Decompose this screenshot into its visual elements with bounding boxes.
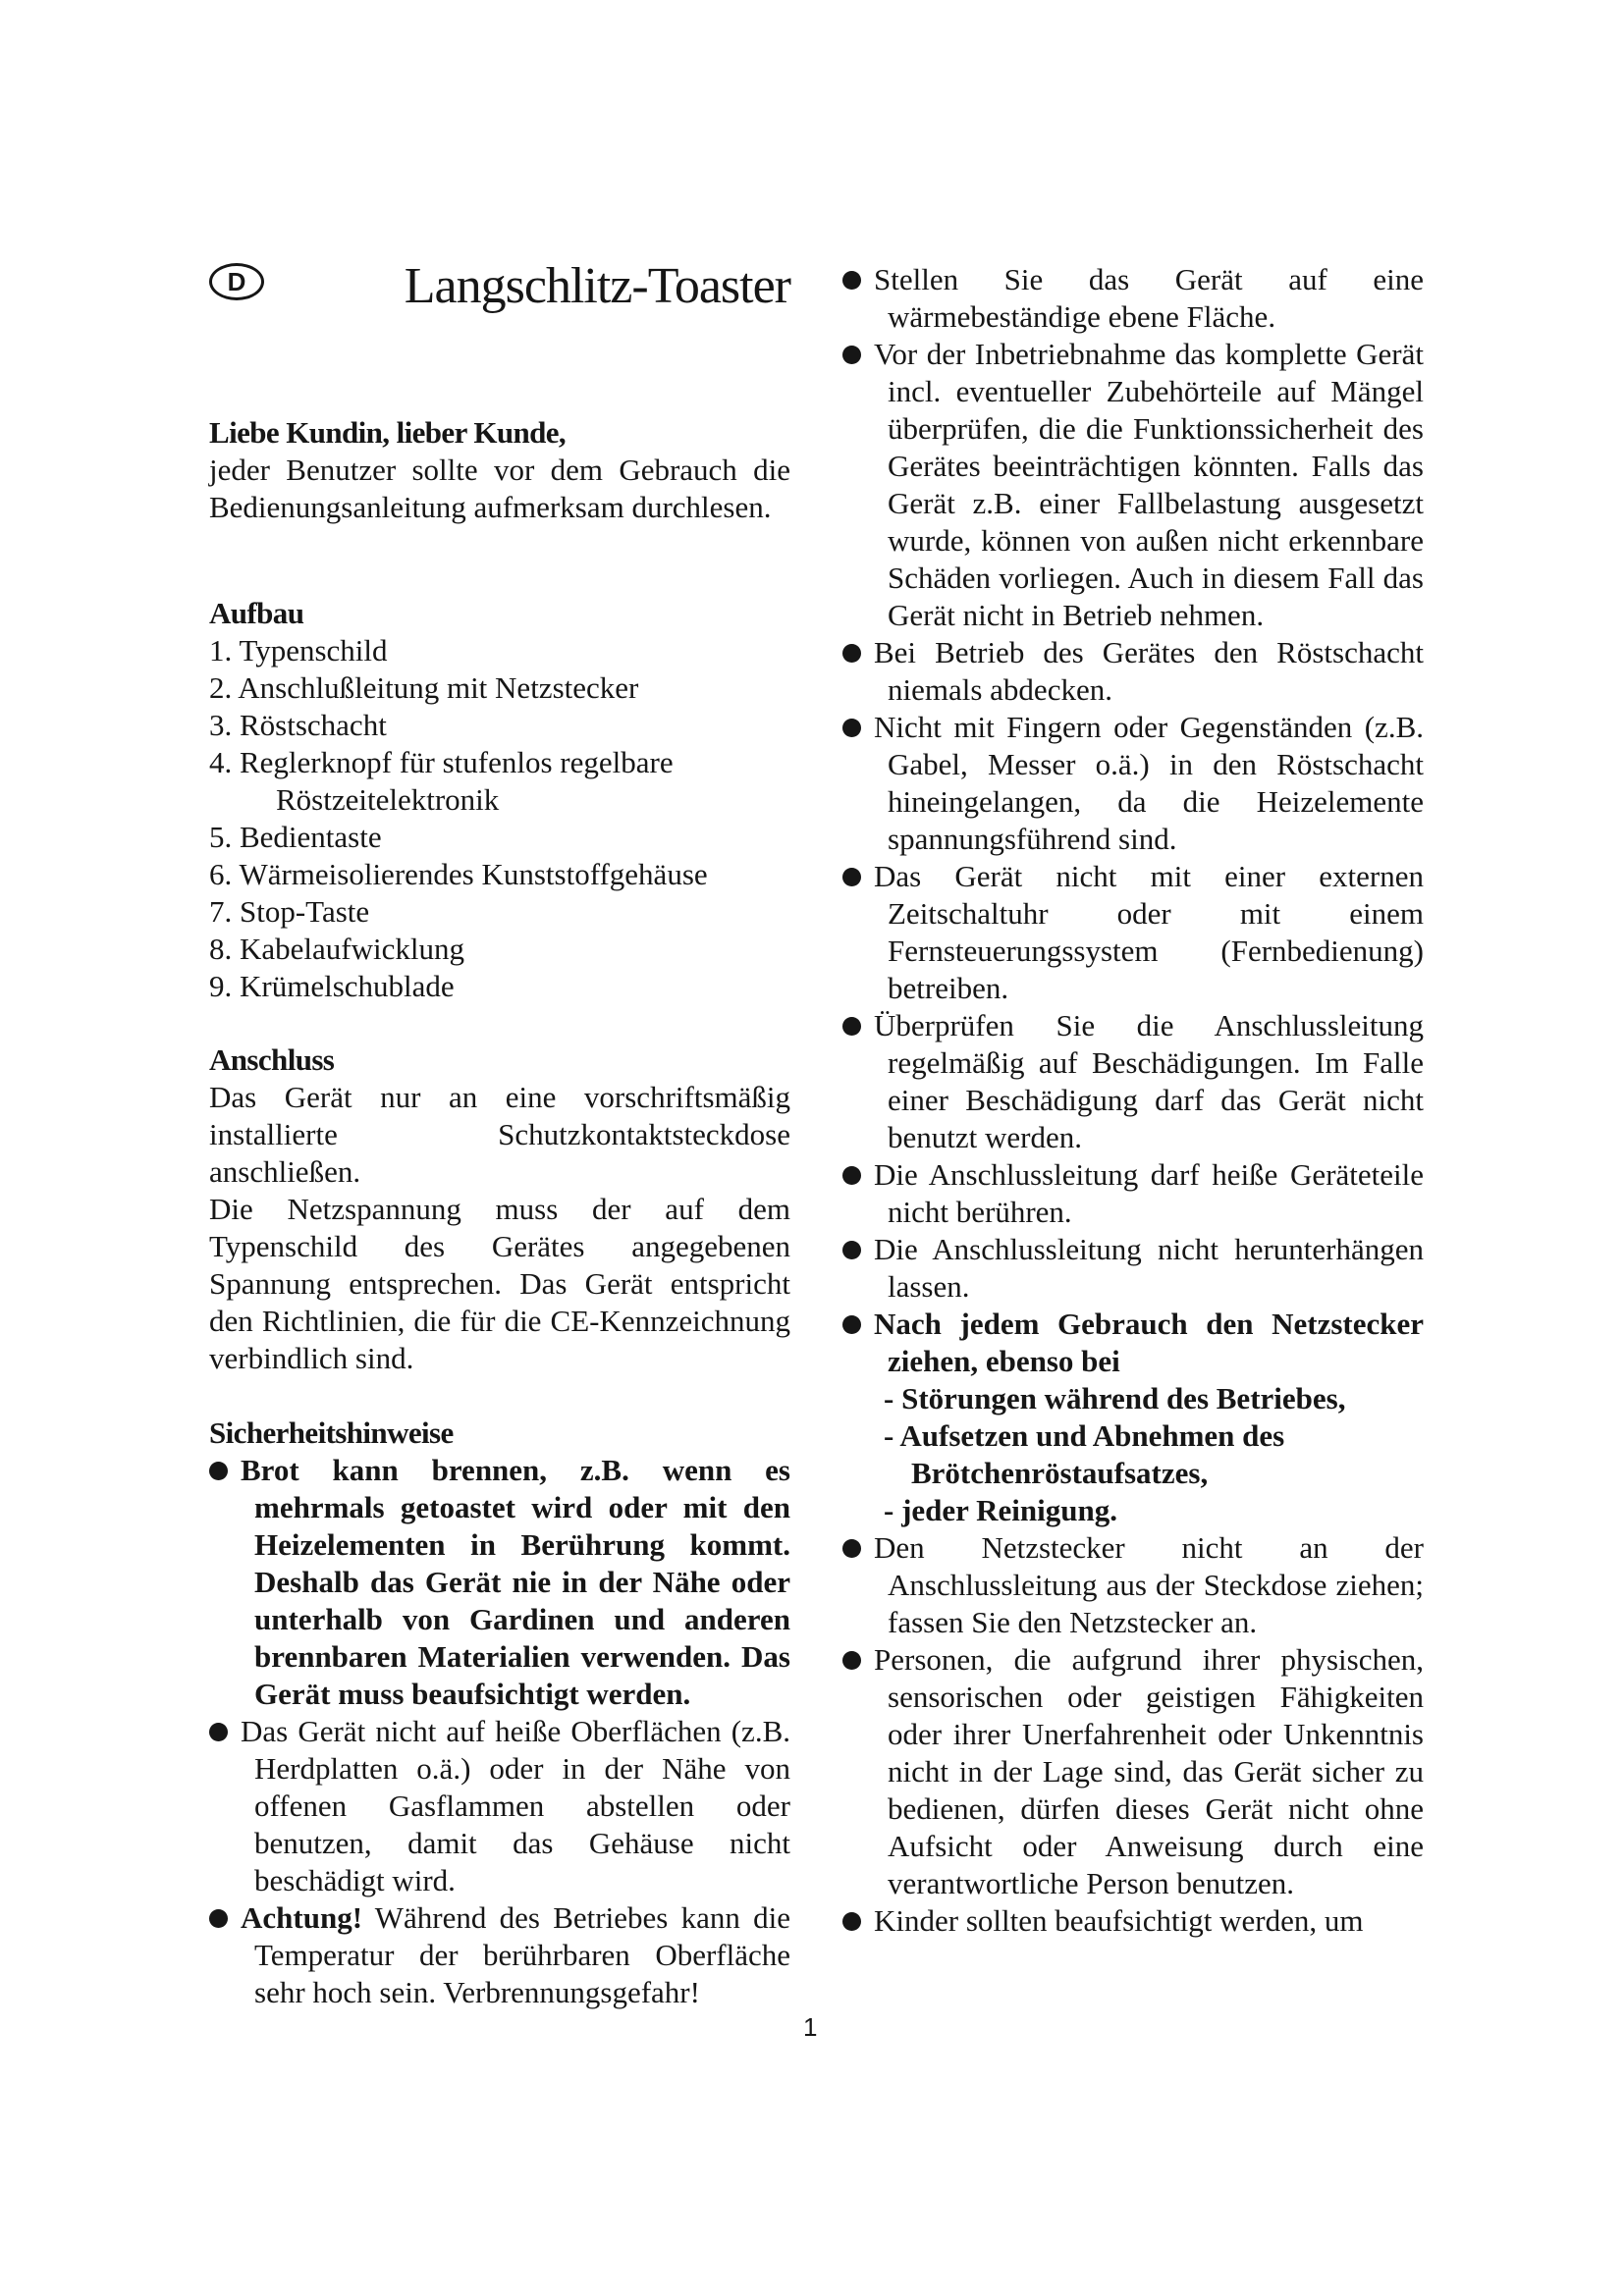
aufbau-section bbox=[209, 595, 790, 1005]
aufbau-list bbox=[209, 632, 790, 1005]
bullet-icon bbox=[842, 644, 861, 663]
safety-item: Den Netzstecker nicht an der Anschlussleitung aus der Steckdose ziehen; fassen Sie den Netzstecker an. bbox=[842, 1529, 1424, 1641]
list-item: 3. Röstschacht bbox=[209, 708, 387, 742]
safety-item: Die Anschlussleitung nicht herunterhängen lassen. bbox=[842, 1231, 1424, 1306]
bullet-icon bbox=[842, 719, 861, 737]
bullet-icon bbox=[842, 346, 861, 364]
anschluss-section bbox=[209, 1041, 790, 1377]
bullet-icon bbox=[209, 1462, 228, 1480]
sicherheit-section-left bbox=[209, 1415, 790, 2011]
safety-item: Nicht mit Fingern oder Gegenständen (z.B. Gabel, Messer o.ä.) in den Röstschacht hineingelangen, da die Heizelemente spannungsführend sind. bbox=[842, 709, 1424, 858]
anschluss-paragraph-2: Die Netzspannung muss der auf dem Typenschild des Gerätes angegebenen Spannung entsprechen. Das Gerät entspricht den Richtlinien, die für die CE-Kennzeichnung verbindlich sind. bbox=[209, 1192, 790, 1375]
list-item: 9. Krümelschublade bbox=[209, 969, 455, 1003]
anschluss-paragraph-1: Das Gerät nur an eine vorschriftsmäßig installierte Schutzkontaktsteckdose anschließen. bbox=[209, 1080, 790, 1189]
safety-item: Überprüfen Sie die Anschlussleitung regelmäßig auf Beschädigungen. Im Falle einer Beschädigung darf das Gerät nicht benutzt werden. bbox=[842, 1007, 1424, 1156]
list-item: 6. Wärmeisolierendes Kunststoffgehäuse bbox=[209, 857, 708, 891]
bullet-icon bbox=[209, 1909, 228, 1928]
page-title: Langschlitz-Toaster bbox=[404, 258, 790, 314]
page-number: 1 bbox=[803, 2012, 818, 2042]
safety-item bbox=[842, 1306, 1424, 1529]
netzstecker-intro: Nach jedem Gebrauch den Netzstecker ziehen, ebenso bei bbox=[874, 1307, 1424, 1378]
aufbau-heading: Aufbau bbox=[209, 596, 304, 630]
safety-item bbox=[209, 1899, 790, 2011]
bullet-icon bbox=[842, 271, 861, 290]
list-item: 2. Anschlußleitung mit Netzstecker bbox=[209, 670, 639, 705]
achtung-label: Achtung! bbox=[241, 1900, 363, 1935]
bullet-icon bbox=[842, 1017, 861, 1036]
greeting-section bbox=[209, 414, 790, 526]
greeting-text: jeder Benutzer sollte vor dem Gebrauch die Bedienungsanleitung aufmerksam durchlesen. bbox=[209, 453, 790, 524]
safety-item: Das Gerät nicht mit einer externen Zeitschaltuhr oder mit einem Fernsteuerungssystem (Fernbedienung) betreiben. bbox=[842, 858, 1424, 1007]
language-badge: D bbox=[209, 263, 264, 300]
bullet-icon bbox=[842, 868, 861, 886]
netzstecker-sub-item: - jeder Reinigung. bbox=[884, 1493, 1117, 1527]
list-item: 4. Reglerknopf für stufenlos regelbare bbox=[209, 745, 674, 779]
bullet-icon bbox=[842, 1315, 861, 1334]
bullet-icon bbox=[842, 1166, 861, 1185]
safety-item: Kinder sollten beaufsichtigt werden, um bbox=[842, 1902, 1424, 1940]
netzstecker-sub-item: - Störungen während des Betriebes, bbox=[884, 1381, 1346, 1415]
anschluss-heading: Anschluss bbox=[209, 1042, 335, 1077]
bullet-icon bbox=[842, 1539, 861, 1558]
bullet-icon bbox=[842, 1912, 861, 1931]
bullet-icon bbox=[842, 1241, 861, 1259]
achtung-text: Während des Betriebes kann die Temperatur der berührbaren Oberfläche sehr hoch sein. Verbrennungsgefahr! bbox=[254, 1900, 790, 2009]
safety-item: Brot kann brennen, z.B. wenn es mehrmals getoastet wird oder mit den Heizelementen in Berührung kommt. Deshalb das Gerät nie in der Nähe oder unterhalb von Gardinen und anderen brennbaren Materialien verwenden. Das Gerät muss beaufsichtigt werden. bbox=[209, 1452, 790, 1713]
sicherheit-heading: Sicherheitshinweise bbox=[209, 1415, 454, 1450]
safety-item: Personen, die aufgrund ihrer physischen, sensorischen oder geistigen Fähigkeiten oder ihrer Unerfahrenheit oder Unkenntnis nicht in der Lage sind, das Gerät sicher zu bedienen, dürfen dieses Gerät nicht ohne Aufsicht oder Anweisung durch eine verantwortliche Person benutzen. bbox=[842, 1641, 1424, 1902]
list-item: 8. Kabelaufwicklung bbox=[209, 932, 464, 966]
safety-item: Stellen Sie das Gerät auf eine wärmebeständige ebene Fläche. bbox=[842, 261, 1424, 336]
bullet-icon bbox=[842, 1651, 861, 1670]
safety-item: Die Anschlussleitung darf heiße Geräteteile nicht berühren. bbox=[842, 1156, 1424, 1231]
netzstecker-sub-item: Brötchenröstaufsatzes, bbox=[911, 1456, 1209, 1490]
list-item: 7. Stop-Taste bbox=[209, 894, 370, 929]
safety-item: Das Gerät nicht auf heiße Oberflächen (z.B. Herdplatten o.ä.) oder in der Nähe von offenen Gasflammen abstellen oder benutzen, damit das Gehäuse nicht beschädigt wird. bbox=[209, 1713, 790, 1899]
list-item: Röstzeitelektronik bbox=[276, 782, 500, 817]
safety-item: Bei Betrieb des Gerätes den Röstschacht niemals abdecken. bbox=[842, 634, 1424, 709]
sicherheit-section-right bbox=[842, 261, 1424, 1940]
greeting-heading: Liebe Kundin, lieber Kunde, bbox=[209, 415, 567, 450]
safety-item: Vor der Inbetriebnahme das komplette Gerät incl. eventueller Zubehörteile auf Mängel überprüfen, die die Funktionssicherheit des Gerätes beeinträchtigen könnten. Falls das Gerät z.B. einer Fallbelastung ausgesetzt wurde, können von außen nicht erkennbare Schäden vorliegen. Auch in diesem Fall das Gerät nicht in Betrieb nehmen. bbox=[842, 336, 1424, 634]
bullet-icon bbox=[209, 1723, 228, 1741]
list-item: 1. Typenschild bbox=[209, 633, 388, 667]
list-item: 5. Bedientaste bbox=[209, 820, 382, 854]
netzstecker-sub-item: - Aufsetzen und Abnehmen des bbox=[884, 1418, 1285, 1453]
